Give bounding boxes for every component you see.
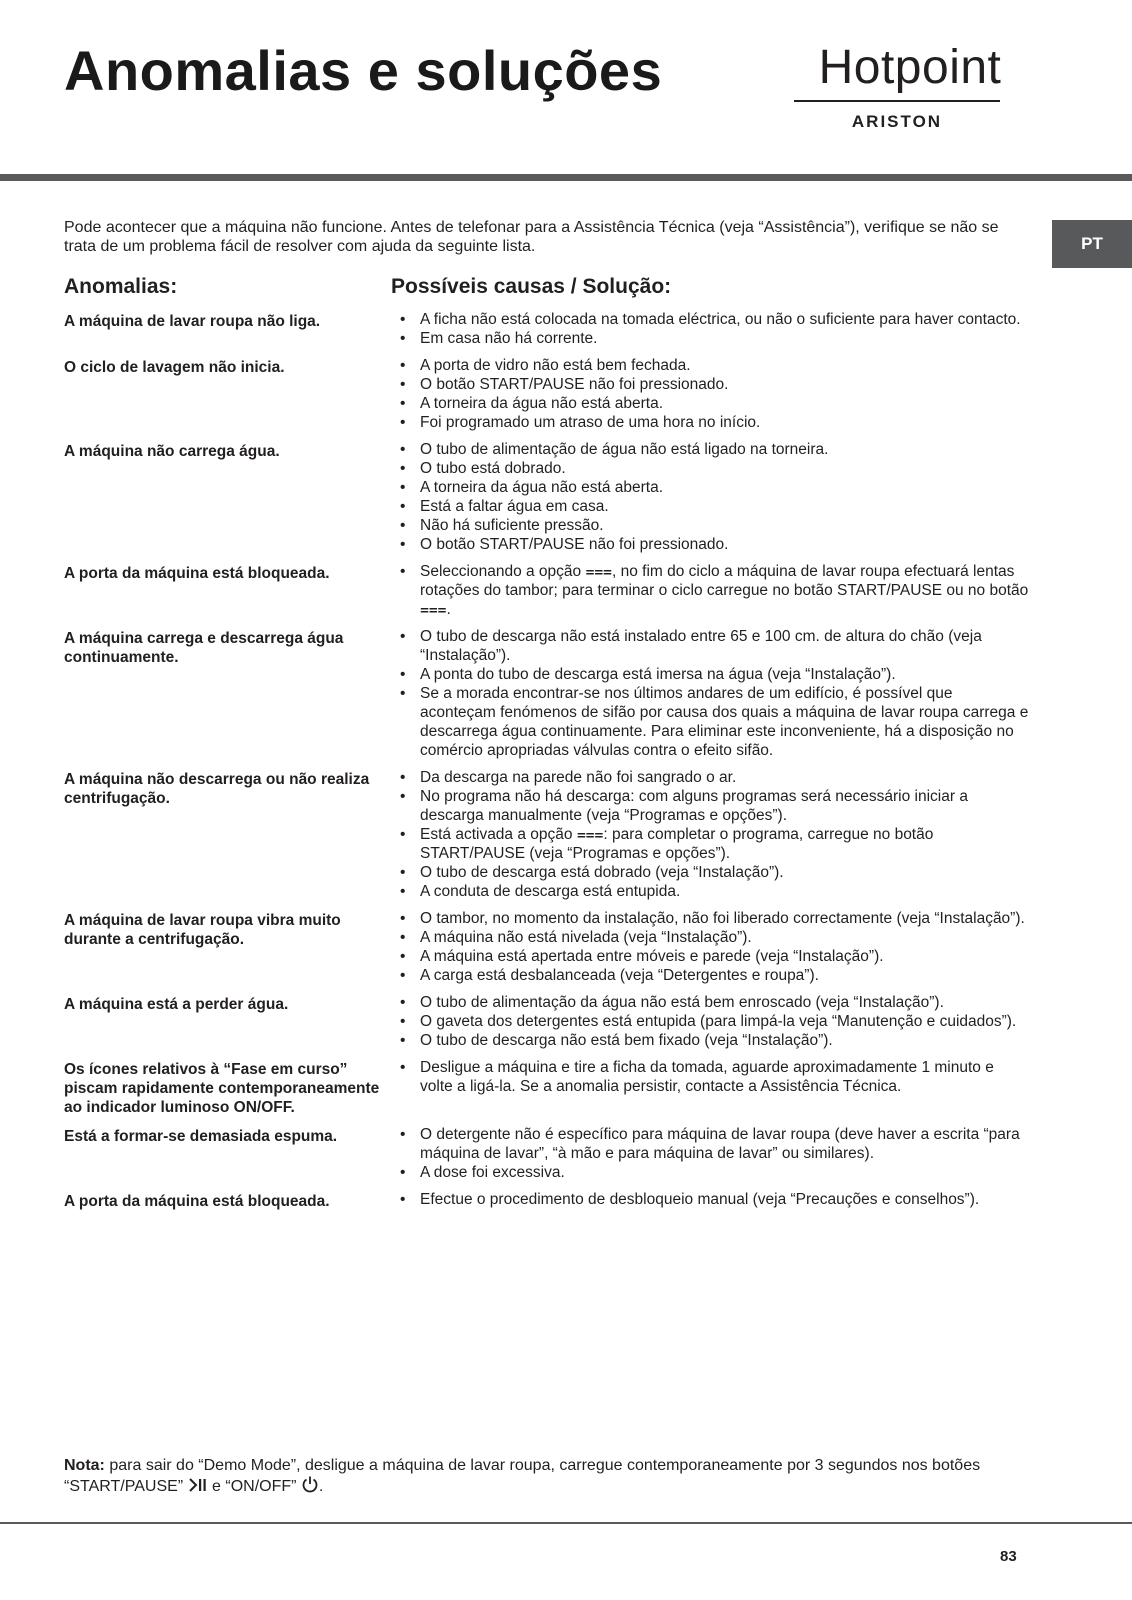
cause-item: • A máquina não está nivelada (veja “Instalação”). <box>400 928 1030 947</box>
anomaly-label: Os ícones relativos à “Fase em curso” piscam rapidamente contemporaneamente ao indicador luminoso ON/OFF. <box>64 1061 380 1116</box>
cause-list <box>400 310 1030 348</box>
cause-list <box>400 993 1030 1050</box>
cause-list <box>400 356 1030 432</box>
cause-item: • O detergente não é específico para máquina de lavar roupa (deve haver a escrita “para máquina de lavar”, “à mão e para máquina de lavar” ou similares). <box>400 1125 1030 1163</box>
cause-list <box>400 627 1030 760</box>
anomalies-heading: Anomalias: <box>64 275 178 298</box>
cause-item: • A conduta de descarga está entupida. <box>400 882 1030 901</box>
cause-item: • O tubo de alimentação da água não está bem enroscado (veja “Instalação”). <box>400 993 1030 1012</box>
note-label: Nota: <box>64 1457 105 1474</box>
language-tab: PT <box>1052 220 1132 268</box>
cause-list <box>400 1058 1030 1117</box>
cause-item: • Efectue o procedimento de desbloqueio manual (veja “Precauções e conselhos”). <box>400 1190 1030 1209</box>
brand-underline <box>794 100 1000 102</box>
table-row <box>64 356 1034 432</box>
cause-list <box>400 1190 1030 1211</box>
page-number: 83 <box>1000 1548 1017 1565</box>
note-text-c: . <box>318 1478 324 1495</box>
cause-item: • O tubo está dobrado. <box>400 459 1030 478</box>
anomaly-label: O ciclo de lavagem não inicia. <box>64 359 285 376</box>
cause-list <box>400 768 1030 901</box>
cause-item: • A torneira da água não está aberta. <box>400 394 1030 413</box>
start-pause-icon <box>188 1477 208 1498</box>
cause-item: • O tubo de descarga não está bem fixado (veja “Instalação”). <box>400 1031 1030 1050</box>
cause-item: • A máquina está apertada entre móveis e parede (veja “Instalação”). <box>400 947 1030 966</box>
cause-item: • Não há suficiente pressão. <box>400 516 1030 535</box>
brand-subtitle: ARISTON <box>851 112 943 131</box>
table-row <box>64 562 1034 619</box>
cause-item: • Desligue a máquina e tire a ficha da tomada, aguarde aproximadamente 1 minuto e volte a ligá-la. Se a anomalia persistir, contacte a Assistência Técnica. <box>400 1058 1030 1096</box>
table-row <box>64 627 1034 760</box>
footer-divider <box>0 1522 1132 1524</box>
cause-item: • A ponta do tubo de descarga está imersa na água (veja “Instalação”). <box>400 665 1030 684</box>
power-icon <box>301 1475 319 1498</box>
brand-name: Hotpoint <box>818 41 1002 94</box>
causes-heading: Possíveis causas / Solução: <box>391 275 672 298</box>
cause-list <box>400 1125 1030 1182</box>
cause-item: • Seleccionando a opção ⩶, no fim do ciclo a máquina de lavar roupa efectuará lentas rotações do tambor; para terminar o ciclo carregue no botão START/PAUSE ou no botão ⩶. <box>400 562 1030 619</box>
cause-item: • Está activada a opção ⩶: para completar o programa, carregue no botão START/PAUSE (veja “Programas e opções”). <box>400 825 1030 863</box>
anomaly-label: A máquina carrega e descarrega água continuamente. <box>64 630 344 666</box>
cause-item: • A dose foi excessiva. <box>400 1163 1030 1182</box>
anomaly-label: A máquina não carrega água. <box>64 443 280 460</box>
anomaly-label: A máquina não descarrega ou não realiza centrifugação. <box>64 771 370 807</box>
table-row <box>64 310 1034 348</box>
cause-item: • Está a faltar água em casa. <box>400 497 1030 516</box>
cause-item: • O tambor, no momento da instalação, não foi liberado correctamente (veja “Instalação”). <box>400 909 1030 928</box>
cause-item: • A carga está desbalanceada (veja “Detergentes e roupa”). <box>400 966 1030 985</box>
note-text-a: para sair do “Demo Mode”, desligue a máquina de lavar roupa, carregue contemporaneamente por 3 segundos nos botões “START/PAUSE” <box>64 1457 981 1495</box>
anomaly-label: A máquina de lavar roupa vibra muito durante a centrifugação. <box>64 912 341 948</box>
cause-item: • O tubo de alimentação de água não está ligado na torneira. <box>400 440 1030 459</box>
cause-list <box>400 440 1030 554</box>
brand-logo <box>790 40 1030 132</box>
cause-item: • A porta de vidro não está bem fechada. <box>400 356 1030 375</box>
table-row <box>64 1190 1034 1211</box>
cause-item: • O botão START/PAUSE não foi pressionado. <box>400 375 1030 394</box>
table-row <box>64 1125 1034 1182</box>
intro-text: Pode acontecer que a máquina não funcione. Antes de telefonar para a Assistência Técnica (veja “Assistência”), verifique se não se trata de um problema fácil de resolver com ajuda da seguinte lista. <box>64 219 999 255</box>
cause-item: • Se a morada encontrar-se nos últimos andares de um edifício, é possível que aconteçam fenómenos de sifão por causa dos quais a máquina de lavar roupa carrega e descarrega água continuamente. Para eliminar este inconveniente, há a disposição no comércio apropriadas válvulas contra o efeito sifão. <box>400 684 1030 760</box>
cause-item: • Da descarga na parede não foi sangrado o ar. <box>400 768 1030 787</box>
table-row <box>64 440 1034 554</box>
anomaly-label: A porta da máquina está bloqueada. <box>64 1193 330 1210</box>
cause-list <box>400 909 1030 985</box>
anomaly-label: A máquina está a perder água. <box>64 996 289 1013</box>
cause-item: • O tubo de descarga não está instalado entre 65 e 100 cm. de altura do chão (veja “Instalação”). <box>400 627 1030 665</box>
note <box>64 1456 1044 1498</box>
cause-item: • Em casa não há corrente. <box>400 329 1030 348</box>
cause-item: • O botão START/PAUSE não foi pressionado. <box>400 535 1030 554</box>
cause-item: • Foi programado um atraso de uma hora no início. <box>400 413 1030 432</box>
anomaly-label: A máquina de lavar roupa não liga. <box>64 313 321 330</box>
cause-item: • No programa não há descarga: com alguns programas será necessário iniciar a descarga manualmente (veja “Programas e opções”). <box>400 787 1030 825</box>
anomaly-label: A porta da máquina está bloqueada. <box>64 565 330 582</box>
page-title: Anomalias e soluções <box>64 39 663 102</box>
table-row <box>64 768 1034 901</box>
cause-list <box>400 562 1030 619</box>
cause-item: • O tubo de descarga está dobrado (veja “Instalação”). <box>400 863 1030 882</box>
header-divider <box>0 174 1132 181</box>
troubleshooting-table <box>64 310 1034 1219</box>
cause-item: • O gaveta dos detergentes está entupida (para limpá-la veja “Manutenção e cuidados”). <box>400 1012 1030 1031</box>
anomaly-label: Está a formar-se demasiada espuma. <box>64 1128 338 1145</box>
table-row <box>64 1058 1034 1117</box>
cause-item: • A torneira da água não está aberta. <box>400 478 1030 497</box>
table-row <box>64 909 1034 985</box>
cause-item: • A ficha não está colocada na tomada eléctrica, ou não o suficiente para haver contacto. <box>400 310 1030 329</box>
note-text-b: e “ON/OFF” <box>212 1478 297 1495</box>
table-row <box>64 993 1034 1050</box>
